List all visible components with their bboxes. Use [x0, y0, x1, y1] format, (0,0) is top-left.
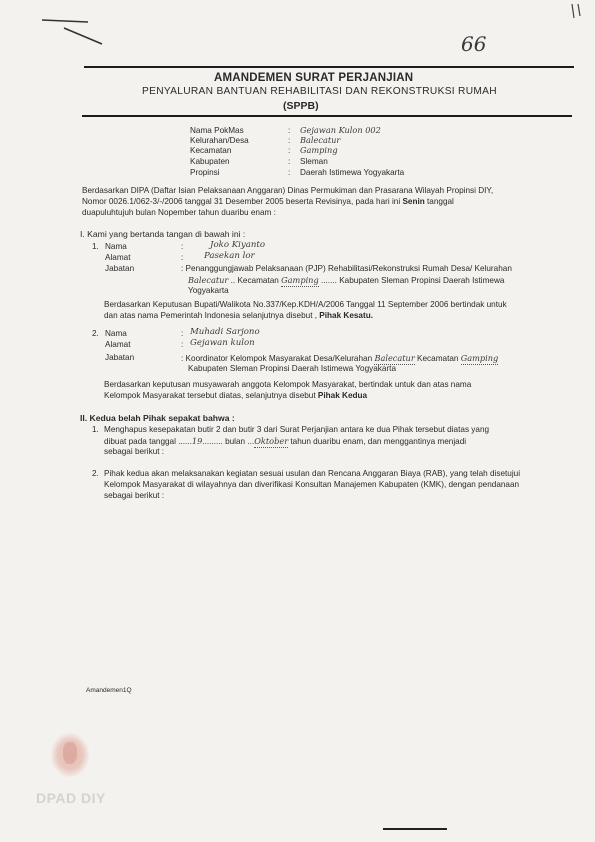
party-1-desa: Balecatur: [188, 275, 229, 285]
clause-2-line-2: Kelompok Masyarakat di wilayahnya dan diverifikasi Konsultan Manajemen Kabupaten (KMK), dengan pendanaan: [104, 480, 520, 489]
party-1-basis-line-1: Berdasarkan Keputusan Bupati/Walikota No.337/Kep.KDH/A/2006 Tanggal 11 September 2006 bertindak untuk: [104, 300, 507, 309]
clause-1-date: 19: [191, 436, 203, 446]
info-sep-pokmas: :: [288, 126, 291, 135]
intro-line-2-end: tanggal: [427, 197, 454, 206]
party-1-designation: Pihak Kesatu.: [319, 311, 373, 320]
party-2-jabatan-text: : Koordinator Kelompok Masyarakat Desa/Kelurahan: [181, 354, 373, 363]
party-2-desa: Balecatur: [374, 353, 415, 363]
info-label-propinsi: Propinsi: [190, 168, 220, 177]
emblem-stamp: [50, 732, 90, 778]
info-sep-propinsi: :: [288, 168, 291, 177]
party-1-jabatan-label: Jabatan: [105, 264, 135, 273]
info-value-kabupaten: Sleman: [300, 157, 328, 166]
party-1-jabatan-line-1: : Penanggungjawab Pelaksanaan (PJP) Rehabilitasi/Rekonstruksi Rumah Desa/ Kelurahan: [181, 264, 512, 273]
party-2-jabatan-line-2: Kabupaten Sleman Propinsi Daerah Istimewa Yogyakarta: [188, 364, 396, 373]
corner-scribble: [40, 14, 110, 48]
intro-line-2: [82, 197, 454, 208]
party-2-kecamatan: Gamping: [460, 353, 499, 363]
clause-1-month: Oktober: [254, 436, 289, 446]
party-2-basis-text: Kelompok Masyarakat tersebut diatas, selanjutnya disebut: [104, 391, 316, 400]
party-2-basis-line-1: Berdasarkan keputusan musyawarah anggota Kelompok Masyarakat, bertindak untuk dan atas nama: [104, 380, 472, 389]
party-2-nama-label: Nama: [105, 329, 127, 338]
intro-day: Senin: [402, 197, 425, 206]
section-1-heading: I. Kami yang bertanda tangan di bawah ini :: [80, 229, 246, 239]
party-1-basis-text: dan atas nama Pemerintah Indonesia selanjutnya disebut ,: [104, 311, 318, 320]
clause-2-line-3: sebagai berikut :: [104, 491, 165, 500]
party-2-kecamatan-label: Kecamatan: [417, 354, 459, 363]
clause-1-month-label: bulan: [225, 437, 246, 446]
header-top-rule: [84, 66, 574, 68]
party-2-basis-line-2: [104, 391, 367, 402]
party-1-jabatan-line-3: Yogyakarta: [188, 286, 229, 295]
party-2-nama-value: Muhadi Sarjono: [190, 327, 260, 337]
page-number: 66: [461, 32, 487, 56]
info-label-pokmas: Nama PokMas: [190, 126, 244, 135]
info-label-desa: Kelurahan/Desa: [190, 136, 249, 145]
party-2-jabatan-label: Jabatan: [105, 353, 135, 362]
party-1-nama-sep: :: [181, 242, 184, 251]
info-value-pokmas: Gejawan Kulon 002: [300, 125, 381, 135]
info-value-desa: Balecatur: [300, 135, 341, 145]
party-1-alamat-label: Alamat: [105, 253, 131, 262]
document-title: AMANDEMEN SURAT PERJANJIAN: [214, 72, 414, 84]
footer-rule: [383, 828, 447, 830]
party-1-kecamatan: Gamping: [281, 275, 319, 285]
section-2-heading: II. Kedua belah Pihak sepakat bahwa :: [80, 413, 235, 423]
info-sep-kabupaten: :: [288, 157, 291, 166]
clause-1-line-2-end: tahun duaribu enam, dan menggantinya menjadi: [290, 437, 467, 446]
info-label-kabupaten: Kabupaten: [190, 157, 230, 166]
party-1-number: 1.: [92, 242, 99, 251]
party-1-nama-label: Nama: [105, 242, 127, 251]
info-label-kecamatan: Kecamatan: [190, 146, 232, 155]
party-1-basis-line-2: [104, 311, 373, 322]
header-bottom-rule: [82, 115, 572, 117]
clause-1-line-1: Menghapus kesepakatan butir 2 dan butir 3 dari Surat Perjanjian antara ke dua Pihak tersebut diatas yang: [104, 425, 490, 434]
info-sep-kecamatan: :: [288, 146, 291, 155]
party-1-nama-value: Joko Kiyanto: [210, 240, 266, 250]
clause-1-date-label: dibuat pada tanggal: [104, 437, 176, 446]
document-subtitle: PENYALURAN BANTUAN REHABILITASI DAN REKONSTRUKSI RUMAH: [142, 86, 497, 97]
info-value-propinsi: Daerah Istimewa Yogyakarta: [300, 168, 405, 177]
info-value-kecamatan: Gamping: [300, 145, 338, 155]
party-1-jabatan-line-2: Balecatur .. Kecamatan Gamping ....... Kabupaten Sleman Propinsi Daerah Istimewa: [188, 275, 505, 285]
party-1-alamat-sep: :: [181, 253, 184, 262]
party-2-number: 2.: [92, 329, 99, 338]
party-1-alamat-value: Pasekan lor: [204, 251, 255, 261]
intro-line-3: duapuluhtujuh bulan Nopember tahun duaribu enam :: [82, 208, 276, 217]
clause-2-number: 2.: [92, 469, 99, 478]
party-2-alamat-value: Gejawan kulon: [190, 338, 255, 348]
intro-line-2-text: Nomor 0026.1/062-3/-/2006 tanggal 31 Desember 2005 beserta Revisinya, pada hari ini: [82, 197, 401, 206]
clause-1-line-3: sebagai berikut :: [104, 447, 165, 456]
clause-1-line-2: dibuat pada tanggal ......19......... bulan ...Oktober tahun duaribu enam, dan menggantinya menjadi: [104, 436, 467, 446]
document-code: Amandemen1Q: [86, 687, 132, 694]
clause-2-line-1: Pihak kedua akan melaksanakan kegiatan sesuai usulan dan Rencana Anggaran Biaya (RAB), yang telah disetujui: [104, 469, 521, 478]
document-abbr: (SPPB): [283, 100, 319, 112]
party-1-kabupaten: Kabupaten Sleman Propinsi Daerah Istimewa: [339, 276, 505, 285]
party-1-kecamatan-label: Kecamatan: [237, 276, 279, 285]
clause-1-number: 1.: [92, 425, 99, 434]
corner-mark: [568, 2, 588, 20]
party-2-jabatan-line-1: [181, 353, 498, 365]
party-2-nama-sep: :: [181, 329, 184, 338]
party-2-alamat-sep: :: [181, 340, 184, 349]
intro-line-1: Berdasarkan DIPA (Daftar Isian Pelaksanaan Anggaran) Dinas Permukiman dan Prasarana Wilayah Propinsi DIY,: [82, 186, 494, 195]
party-2-alamat-label: Alamat: [105, 340, 131, 349]
info-sep-desa: :: [288, 136, 291, 145]
party-2-designation: Pihak Kedua: [317, 391, 368, 400]
archive-watermark: DPAD DIY: [36, 790, 106, 806]
